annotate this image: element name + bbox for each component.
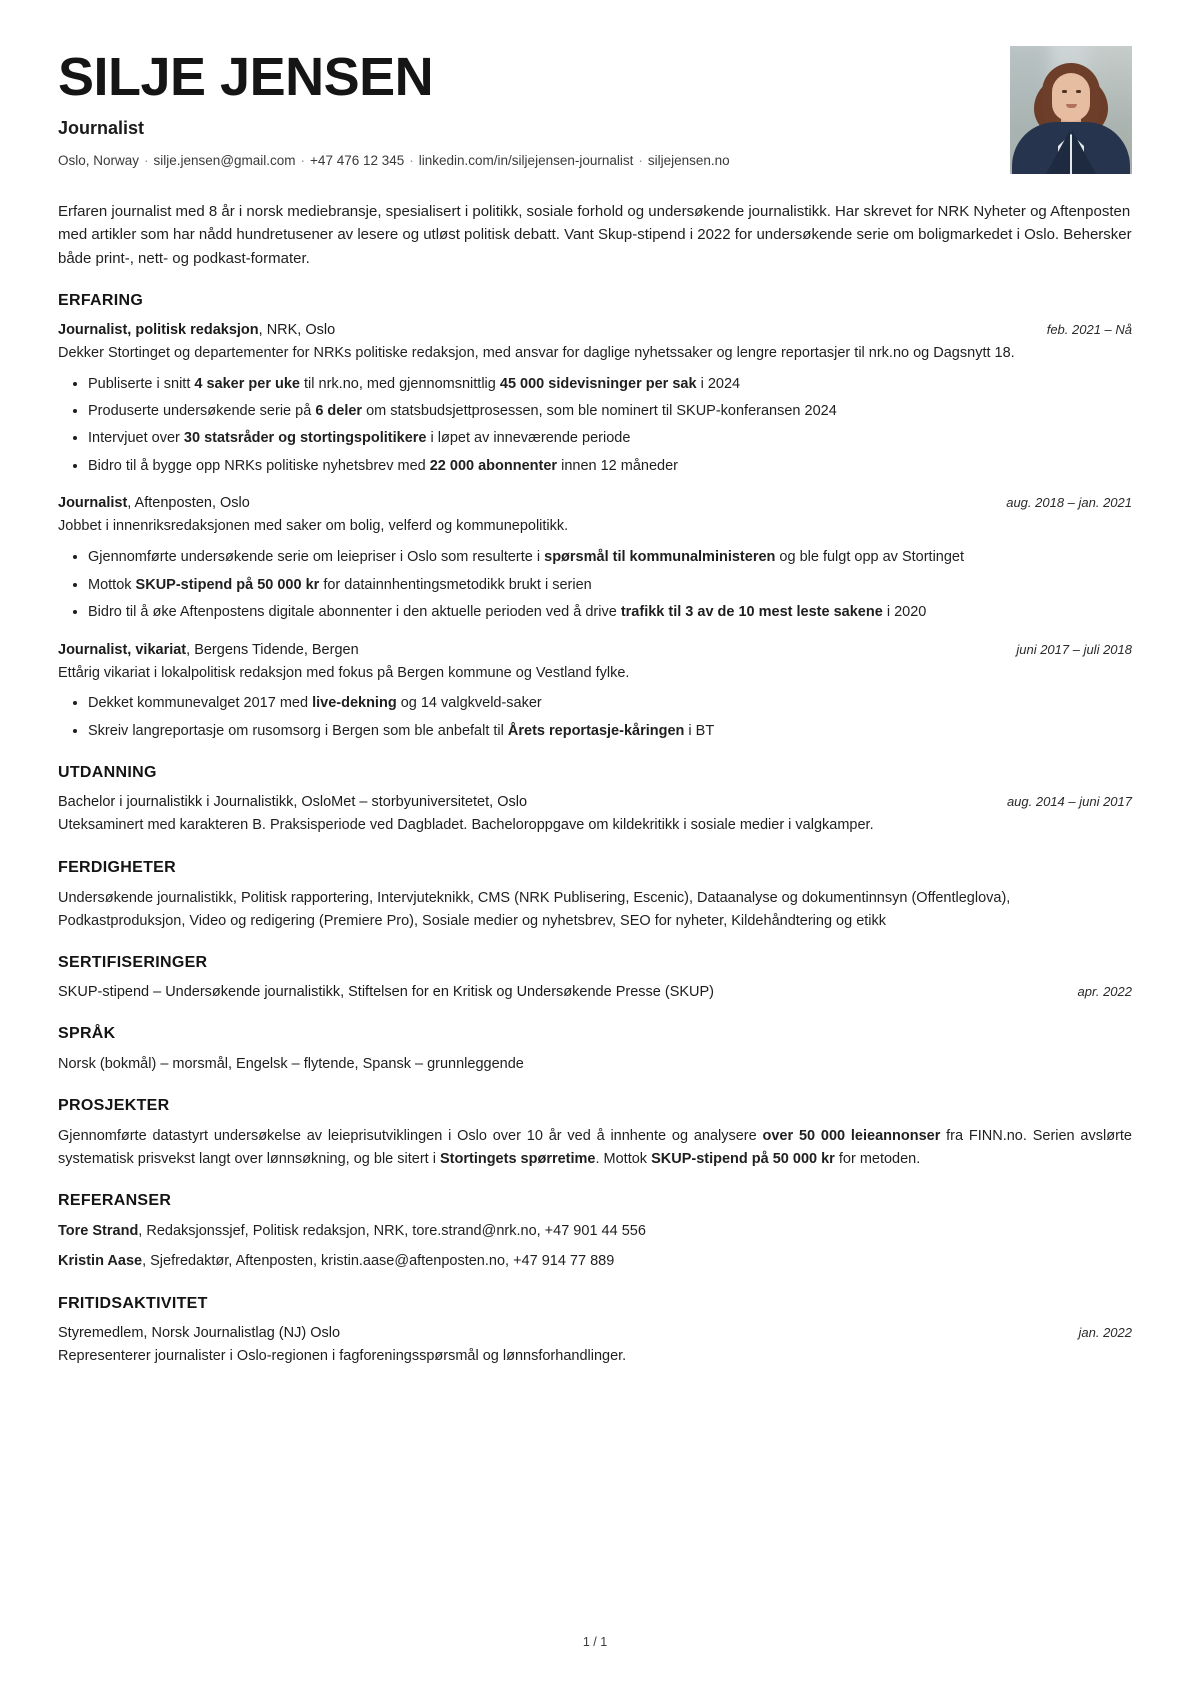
section-title-languages: SPRÅK <box>58 1024 116 1042</box>
photo-face <box>1052 73 1090 121</box>
list-item <box>88 427 1132 449</box>
bullet-highlight: 30 statsråder og stortingspolitikere <box>183 430 427 447</box>
bullet-text: og ble fulgt opp av Stortinget <box>775 549 965 566</box>
section-title-activities: FRITIDSAKTIVITET <box>58 1294 208 1312</box>
bullet-text: Dekket kommunevalget 2017 med <box>88 695 313 712</box>
section-title-projects: PROSJEKTER <box>58 1097 170 1115</box>
section-certifications <box>58 954 1132 1003</box>
experience-entry-header <box>58 320 1132 341</box>
bullet-highlight: trafikk til 3 av de 10 mest leste sakene <box>620 604 883 621</box>
education-entry-header <box>58 792 1132 813</box>
section-title-experience: ERFARING <box>58 291 144 309</box>
projects-highlight: over 50 000 leieannonser <box>762 1128 941 1145</box>
experience-entry <box>58 493 1132 623</box>
contact-phone[interactable]: +47 476 12 345 <box>310 153 405 168</box>
activity-description: Representerer journalister i Oslo-regionen i fagforeningsspørsmål og lønnsforhandlinger. <box>58 1347 627 1364</box>
contact-separator-icon: · <box>638 153 643 168</box>
experience-company: , Aftenposten, Oslo <box>127 495 250 512</box>
section-skills <box>58 859 1132 932</box>
projects-highlight: SKUP-stipend på 50 000 kr <box>651 1150 835 1167</box>
experience-entry-header <box>58 493 1132 514</box>
bullet-text: i BT <box>684 722 715 739</box>
bullet-text: Mottok <box>88 576 136 593</box>
section-experience <box>58 292 1132 743</box>
projects-text <box>58 1125 1132 1170</box>
experience-bullet-list <box>58 546 1132 623</box>
section-education <box>58 764 1132 837</box>
experience-entry-title <box>58 320 335 341</box>
bullet-highlight: Årets reportasje-kåringen <box>507 722 685 739</box>
contact-line <box>58 152 988 171</box>
experience-entry <box>58 640 1132 743</box>
bullet-highlight: SKUP-stipend på 50 000 kr <box>135 576 320 593</box>
experience-company: , NRK, Oslo <box>258 321 336 338</box>
professional-summary: Erfaren journalist med 8 år i norsk mediebransje, spesialisert i politikk, sosiale forhold og undersøkende journalistikk. Har skrevet for NRK Nyheter og Aftenposten med artikler som har nådd hundretusener av lesere og utløst politisk debatt. Vant Skup-stipend i 2022 for undersøkende serie om boligmarkedet i Oslo. Behersker både print-, nett- og podkast-formater. <box>58 203 1132 267</box>
bullet-text: og 14 valgkveld-saker <box>396 695 542 712</box>
bullet-text: Skreiv langreportasje om rusomsorg i Bergen som ble anbefalt til <box>88 722 508 739</box>
activity-role: Styremedlem, Norsk Journalistlag (NJ) Oslo <box>58 1324 341 1341</box>
list-item <box>88 400 1132 422</box>
bullet-highlight: 45 000 sidevisninger per sak <box>499 375 697 392</box>
contact-website[interactable]: siljejensen.no <box>647 153 730 168</box>
experience-description: Ettårig vikariat i lokalpolitisk redaksjon med fokus på Bergen kommune og Vestland fylke. <box>58 664 630 681</box>
avatar <box>1010 46 1132 174</box>
certification-entry <box>58 982 1132 1003</box>
experience-entry <box>58 320 1132 478</box>
header-text-block <box>58 46 988 171</box>
section-projects <box>58 1097 1132 1170</box>
bullet-text: Gjennomførte undersøkende serie om leiepriser i Oslo som resulterte i <box>88 549 545 566</box>
photo-eye-right <box>1076 90 1081 93</box>
list-item <box>88 546 1132 568</box>
list-item <box>88 601 1132 623</box>
experience-entry-title <box>58 640 359 661</box>
experience-role: Journalist, vikariat <box>58 641 187 658</box>
activity-entry-header <box>58 1323 1132 1344</box>
experience-role: Journalist, politisk redaksjon <box>58 321 259 338</box>
bullet-text: om statsbudsjettprosessen, som ble nominert til SKUP-konferansen 2024 <box>362 402 837 419</box>
reference-name: Tore Strand <box>58 1223 139 1240</box>
bullet-text: i 2024 <box>696 375 741 392</box>
bullet-text: til nrk.no, med gjennomsnittlig <box>300 375 500 392</box>
education-date: aug. 2014 – juni 2017 <box>1006 794 1132 810</box>
skills-text: Undersøkende journalistikk, Politisk rapportering, Intervjuteknikk, CMS (NRK Publisering, Escenic), Dataanalyse og dokumentinnsyn (Offentleglova), Podkastproduksjon, Video og redigering (Premiere Pro), Sosiale medier og nyhetsbrev, SEO for nyheter, Kildehåndtering og etikk <box>58 890 1011 929</box>
contact-location: Oslo, Norway <box>58 153 140 168</box>
contact-separator-icon: · <box>300 153 306 168</box>
languages-text: Norsk (bokmål) – morsmål, Engelsk – flytende, Spansk – grunnleggende <box>58 1055 524 1072</box>
bullet-text: Publiserte i snitt <box>88 375 195 392</box>
projects-text-part: fra FINN.no. Serien avslørte systematisk prisvekst langt over lønnsøkning, og ble sitert i <box>58 1128 1132 1167</box>
section-title-skills: FERDIGHETER <box>58 859 176 877</box>
bullet-text: Bidro til å øke Aftenpostens digitale abonnenter i den aktuelle perioden ved å drive <box>88 604 621 621</box>
bullet-highlight: 6 deler <box>315 402 363 419</box>
experience-entry-header <box>58 640 1132 661</box>
experience-date: aug. 2018 – jan. 2021 <box>1006 495 1132 511</box>
reference-details: , Redaksjonssjef, Politisk redaksjon, NRK, tore.strand@nrk.no, +47 901 44 556 <box>138 1223 646 1240</box>
experience-description: Dekker Stortinget og departementer for NRKs politiske redaksjon, med ansvar for daglige nyhetssaker og lengre reportasjer til nrk.no og Dagsnytt 18. <box>58 344 1015 361</box>
activity-entry <box>58 1323 1132 1368</box>
bullet-highlight: live-dekning <box>312 695 397 712</box>
experience-description: Jobbet i innenriksredaksjonen med saker om bolig, velferd og kommunepolitikk. <box>58 518 569 535</box>
certification-date: apr. 2022 <box>1077 983 1132 999</box>
bullet-text: Bidro til å bygge opp NRKs politiske nyhetsbrev med <box>88 457 430 474</box>
section-languages <box>58 1025 1132 1075</box>
list-item <box>88 574 1132 596</box>
experience-entry-title <box>58 493 250 514</box>
projects-text-part: . Mottok <box>595 1150 652 1167</box>
contact-separator-icon: · <box>144 153 149 168</box>
activity-date: jan. 2022 <box>1078 1324 1132 1340</box>
projects-highlight: Stortingets spørretime <box>439 1150 596 1167</box>
bullet-text: Intervjuet over <box>88 430 184 447</box>
bullet-text: innen 12 måneder <box>557 457 678 474</box>
page-title: SILJE JENSEN <box>58 47 434 107</box>
section-title-references: REFERANSER <box>58 1192 172 1210</box>
education-degree: Bachelor i journalistikk i Journalistikk, OsloMet – storbyuniversitetet, Oslo <box>58 794 528 811</box>
projects-text-part: for metoden. <box>834 1150 921 1167</box>
list-item <box>88 692 1132 714</box>
experience-bullet-list <box>58 373 1132 478</box>
job-title: Journalist <box>58 118 145 138</box>
experience-bullet-list <box>58 692 1132 742</box>
page-number: 1 / 1 <box>582 1635 608 1649</box>
projects-text-part: Gjennomførte datastyrt undersøkelse av leieprisutviklingen i Oslo over 10 år ved å innhente og analysere <box>58 1128 763 1145</box>
bullet-highlight: 4 saker per uke <box>194 375 300 392</box>
section-title-certifications: SERTIFISERINGER <box>58 953 208 971</box>
reference-details: , Sjefredaktør, Aftenposten, kristin.aase@aftenposten.no, +47 914 77 889 <box>142 1252 615 1269</box>
bullet-text: Produserte undersøkende serie på <box>88 402 316 419</box>
bullet-highlight: 22 000 abonnenter <box>429 457 558 474</box>
bullet-text: for datainnhentingsmetodikk brukt i serien <box>319 576 592 593</box>
section-references <box>58 1192 1132 1272</box>
reference-entry <box>58 1220 1132 1243</box>
contact-linkedin[interactable]: linkedin.com/in/siljejensen-journalist <box>418 153 634 168</box>
reference-entry <box>58 1250 1132 1273</box>
photo-eye-left <box>1062 90 1067 93</box>
section-title-education: UTDANNING <box>58 764 157 782</box>
section-activities <box>58 1295 1132 1368</box>
list-item <box>88 373 1132 395</box>
experience-date: juni 2017 – juli 2018 <box>1016 641 1132 657</box>
reference-name: Kristin Aase <box>58 1252 143 1269</box>
education-entry <box>58 792 1132 837</box>
bullet-highlight: spørsmål til kommunalministeren <box>544 549 776 566</box>
experience-date: feb. 2021 – Nå <box>1046 321 1132 337</box>
resume-header <box>58 46 1132 174</box>
list-item <box>88 720 1132 742</box>
contact-email[interactable]: silje.jensen@gmail.com <box>153 153 296 168</box>
bullet-text: i 2020 <box>882 604 927 621</box>
education-description: Uteksaminert med karakteren B. Praksisperiode ved Dagbladet. Bacheloroppgave om kildekritikk i sosiale medier i valgkamper. <box>58 817 874 834</box>
bullet-text: i løpet av inneværende periode <box>426 430 631 447</box>
contact-separator-icon: · <box>409 153 414 168</box>
list-item <box>88 455 1132 477</box>
experience-company: , Bergens Tidende, Bergen <box>186 641 359 658</box>
experience-role: Journalist <box>58 495 128 512</box>
certification-name: SKUP-stipend – Undersøkende journalistikk, Stiftelsen for en Kritisk og Undersøkende Presse (SKUP) <box>58 983 715 1000</box>
